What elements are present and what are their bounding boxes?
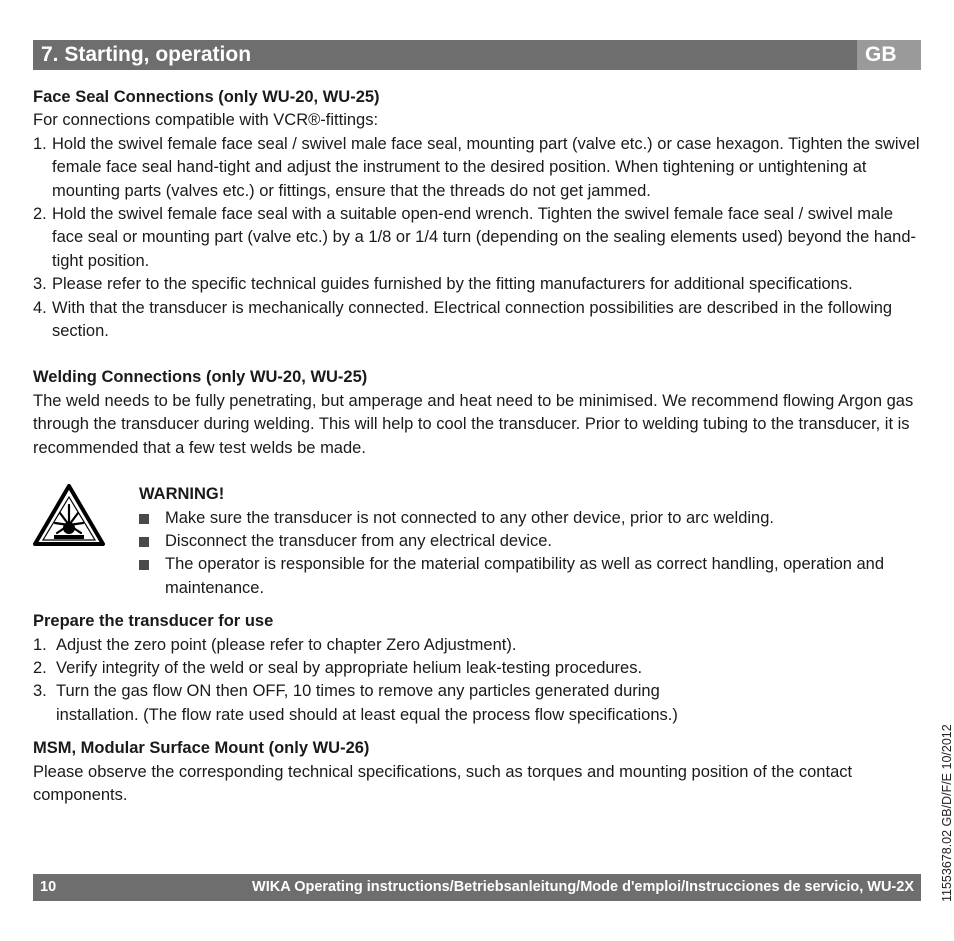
document-code: 11553678.02 GB/D/F/E 10/2012 [940,724,954,902]
prepare-steps [33,634,921,728]
face-seal-heading: Face Seal Connections (only WU-20, WU-25) [33,88,380,106]
list-item: 1. Adjust the zero point (please refer to chapter Zero Adjustment). [33,635,517,654]
welding-heading: Welding Connections (only WU-20, WU-25) [33,368,368,387]
warning-list [139,507,921,601]
warning-heading: WARNING! [139,485,225,504]
msm-text: Please observe the corresponding technical specifications, such as torques and mounting position of the contact components. [33,762,853,804]
page-number: 10 [40,879,57,895]
list-item: Disconnect the transducer from any electrical device. [139,530,921,553]
warning-box [33,483,921,600]
page-footer [33,874,921,901]
explosion-warning-icon [33,483,105,547]
bullet-icon [139,537,149,547]
face-seal-steps [33,133,921,344]
list-item: 3. Please refer to the specific technical guides furnished by the fitting manufacturers for additional specifications. [33,275,853,294]
prepare-heading: Prepare the transducer for use [33,612,274,631]
list-item: 2. Hold the swivel female face seal with a suitable open-end wrench. Tighten the swivel female face seal / swivel male face seal or mounting part (valve etc.) by a 1/8 or 1/4 turn (depending on the sealing elements used) beyond the hand-tight position. [33,205,917,270]
list-item: The operator is responsible for the material compatibility as well as correct handling, operation and maintenance. [139,553,921,600]
list-item: 1. Hold the swivel female face seal / swivel male face seal, mounting part (valve etc.) or case hexagon. Tighten the swivel female face seal hand-tight and adjust the instrument to the desired position. When tightening or untightening at mounting parts (valves etc.) or fittings, ensure that the threads do not get jammed. [33,134,920,200]
list-item: Make sure the transducer is not connected to any other device, prior to arc welding. [139,507,921,530]
footer-text: WIKA Operating instructions/Betriebsanleitung/Mode d'emploi/Instrucciones de servicio, WU-2X [252,879,914,895]
section-header [33,40,921,70]
welding-text: The weld needs to be fully penetrating, but amperage and heat need to be minimised. We recommend flowing Argon gas through the transducer during welding. This will help to cool the transducer. Prior to welding tubing to the transducer, it is recommended that a few test welds be made. [33,391,914,457]
bullet-icon [139,560,149,570]
page-content [33,86,921,807]
face-seal-intro: For connections compatible with VCR®-fittings: [33,111,379,130]
section-title: 7. Starting, operation [41,43,252,66]
bullet-icon [139,514,149,524]
list-item: 4. With that the transducer is mechanically connected. Electrical connection possibilities are described in the following section. [33,298,893,341]
list-item: 3. Turn the gas flow ON then OFF, 10 times to remove any particles generated during installation. (The flow rate used should at least equal the process flow specifications.) [33,682,678,724]
list-item: 2. Verify integrity of the weld or seal by appropriate helium leak-testing procedures. [33,658,643,677]
msm-heading: MSM, Modular Surface Mount (only WU-26) [33,739,370,758]
language-badge: GB [857,40,921,70]
